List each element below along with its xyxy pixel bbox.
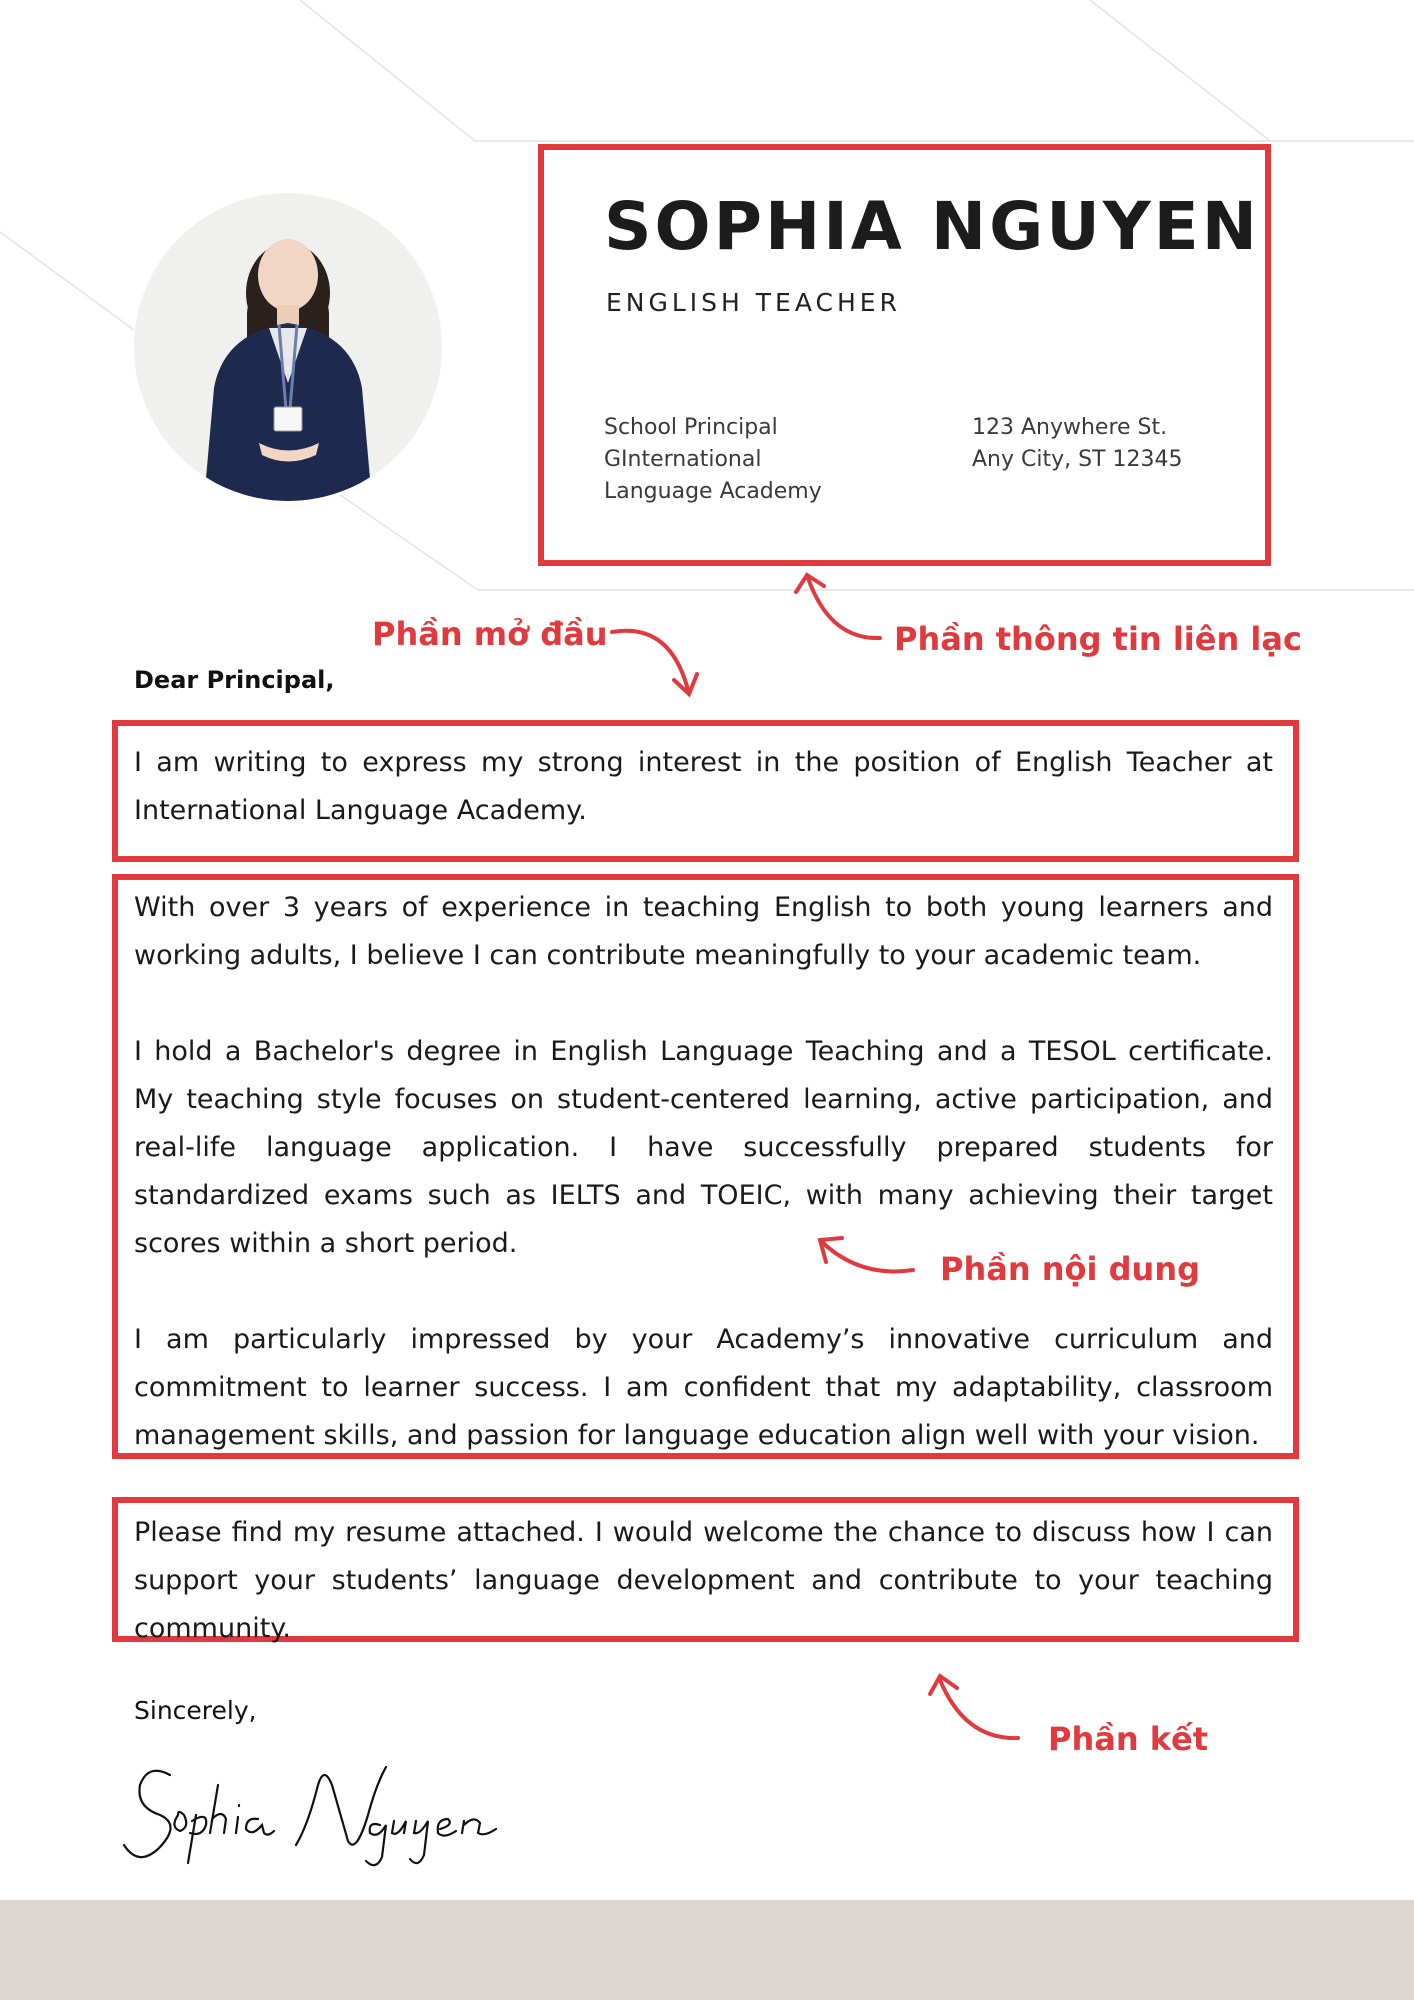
footer-band <box>0 1900 1414 2000</box>
body-paragraph: With over 3 years of experience in teaching English to both young learners and working adults, I believe I can contribute meaningfully to your academic team. <box>134 892 1273 971</box>
body-paragraph: I hold a Bachelor's degree in English Language Teaching and a TESOL certificate. My teaching style focuses on student-centered learning, active participation, and real-life language application. I have successfully prepared students for standardized exams such as IELTS and TOEIC, with many achieving their target scores within a short period. <box>134 1036 1273 1259</box>
annotation-opening: Phần mở đầu <box>372 615 608 653</box>
annotation-contact-info: Phần thông tin liên lạc <box>894 620 1302 658</box>
annotation-body: Phần nội dung <box>940 1250 1200 1288</box>
recipient-line: GInternational <box>604 447 762 472</box>
opening-paragraph: I am writing to express my strong interest in the position of English Teacher at International Language Academy. <box>134 747 1273 826</box>
sign-off: Sincerely, <box>134 1696 257 1725</box>
signature-image <box>118 1745 538 1875</box>
applicant-name: SOPHIA NGUYEN <box>604 188 1260 265</box>
job-title: ENGLISH TEACHER <box>606 288 901 317</box>
address-line: Any City, ST 12345 <box>972 447 1183 472</box>
salutation: Dear Principal, <box>134 666 335 694</box>
recipient-block <box>604 412 822 508</box>
address-line: 123 Anywhere St. <box>972 415 1168 440</box>
person-illustration <box>134 193 442 501</box>
annotation-closing: Phần kết <box>1048 1720 1209 1758</box>
body-paragraph: I am particularly impressed by your Academy’s innovative curriculum and commitment to learner success. I am confident that my adaptability, classroom management skills, and passion for language education align well with your vision. <box>134 1324 1273 1451</box>
recipient-line: School Principal <box>604 415 778 440</box>
profile-photo <box>134 193 442 501</box>
address-block <box>972 412 1183 476</box>
recipient-line: Language Academy <box>604 479 822 504</box>
closing-paragraph: Please find my resume attached. I would welcome the chance to discuss how I can support your students’ language development and contribute to your teaching community. <box>134 1517 1273 1644</box>
